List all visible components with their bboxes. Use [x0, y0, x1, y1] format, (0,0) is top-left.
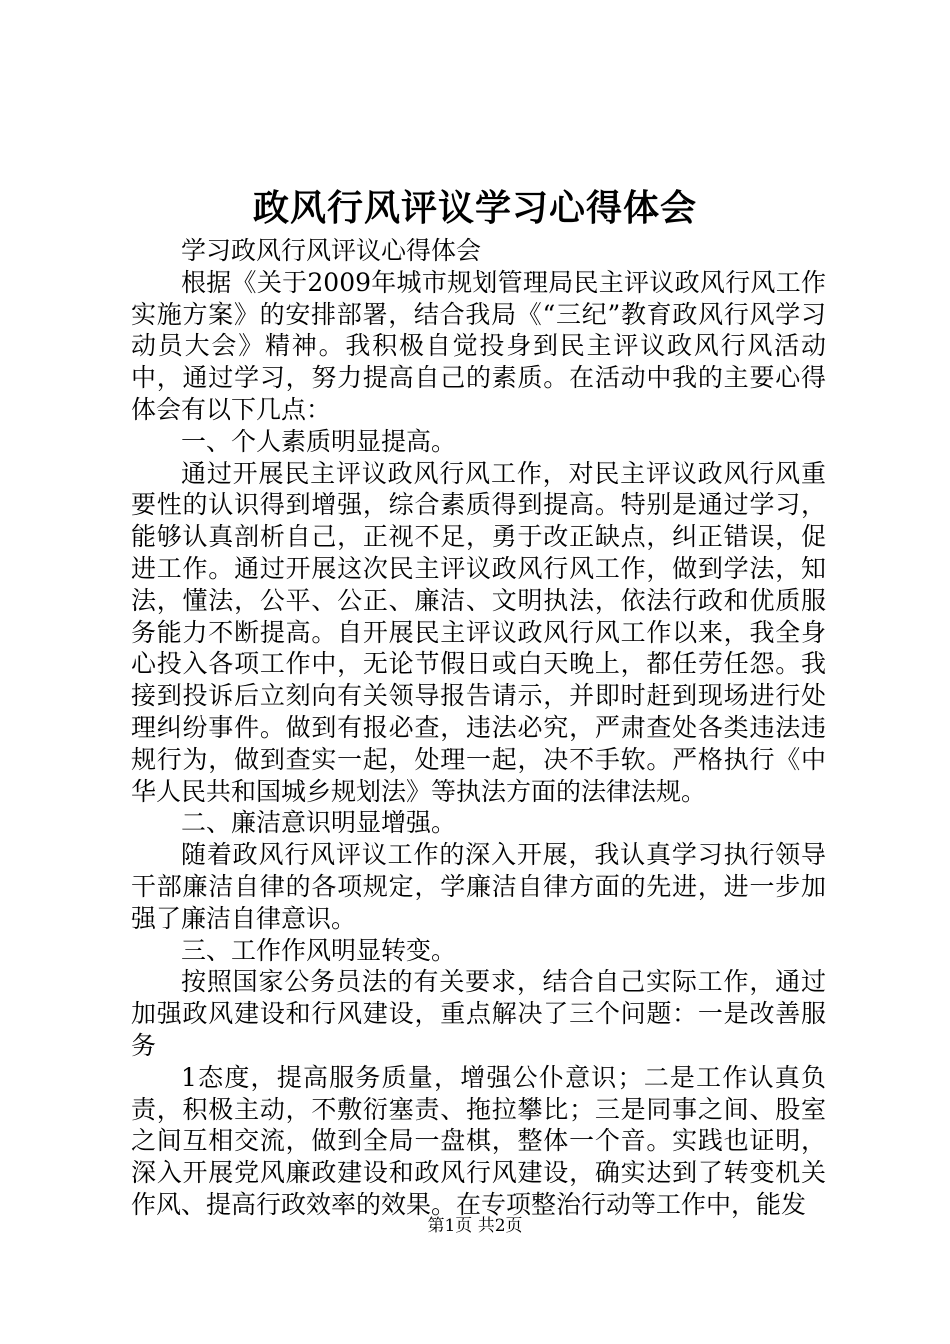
paragraph-section-2: 随着政风行风评议工作的深入开展，我认真学习执行领导干部廉洁自律的各项规定，学廉洁自律方面的先进，进一步加强了廉洁自律意识。 — [131, 840, 826, 933]
document-body — [131, 235, 826, 1221]
document-title: 政风行风评议学习心得体会 — [252, 187, 697, 229]
section-heading-1: 一、个人素质明显提高。 — [181, 426, 457, 456]
paragraph-intro: 根据《关于2009年城市规划管理局民主评议政风行风工作实施方案》的安排部署，结合我局《“三纪”教育政风行风学习动员大会》精神。我积极自觉投身到民主评议政风行风活动中，通过学习，努力提高自己的素质。在活动中我的主要心得体会有以下几点： — [131, 267, 826, 424]
paragraph-section-3b: 1态度，提高服务质量，增强公仆意识；二是工作认真负责，积极主动，不敷衍塞责、拖拉攀比；三是同事之间、股室之间互相交流，做到全局一盘棋，整体一个音。实践也证明，深入开展党风廉政建设和政风行风建设，确实达到了转变机关作风、提高行政效率的效果。在专项整治行动等工作中，能发 — [131, 1062, 826, 1219]
paragraph-section-3a: 按照国家公务员法的有关要求，结合自己实际工作，通过加强政风建设和行风建设，重点解决了三个问题：一是改善服务 — [131, 967, 826, 1060]
section-heading-2: 二、廉洁意识明显增强。 — [181, 808, 457, 838]
paragraph-subtitle: 学习政风行风评议心得体会 — [181, 236, 482, 265]
paragraph-section-1: 通过开展民主评议政风行风工作，对民主评议政风行风重要性的认识得到增强，综合素质得到提高。特别是通过学习，能够认真剖析自己，正视不足，勇于改正缺点，纠正错误，促进工作。通过开展这次民主评议政风行风工作，做到学法，知法，懂法，公平、公正、廉洁、文明执法，依法行政和优质服务能力不断提高。自开展民主评议政风行风工作以来，我全身心投入各项工作中，无论节假日或白天晚上，都任劳任怨。我接到投诉后立刻向有关领导报告请示，并即时赶到现场进行处理纠纷事件。做到有报必查，违法必究，严肃查处各类违法违规行为，做到查实一起，处理一起，决不手软。严格执行《中华人民共和国城乡规划法》等执法方面的法律法规。 — [131, 458, 826, 806]
page-footer: 第1页 共2页 — [427, 1216, 523, 1236]
section-heading-3: 三、工作作风明显转变。 — [181, 935, 457, 965]
